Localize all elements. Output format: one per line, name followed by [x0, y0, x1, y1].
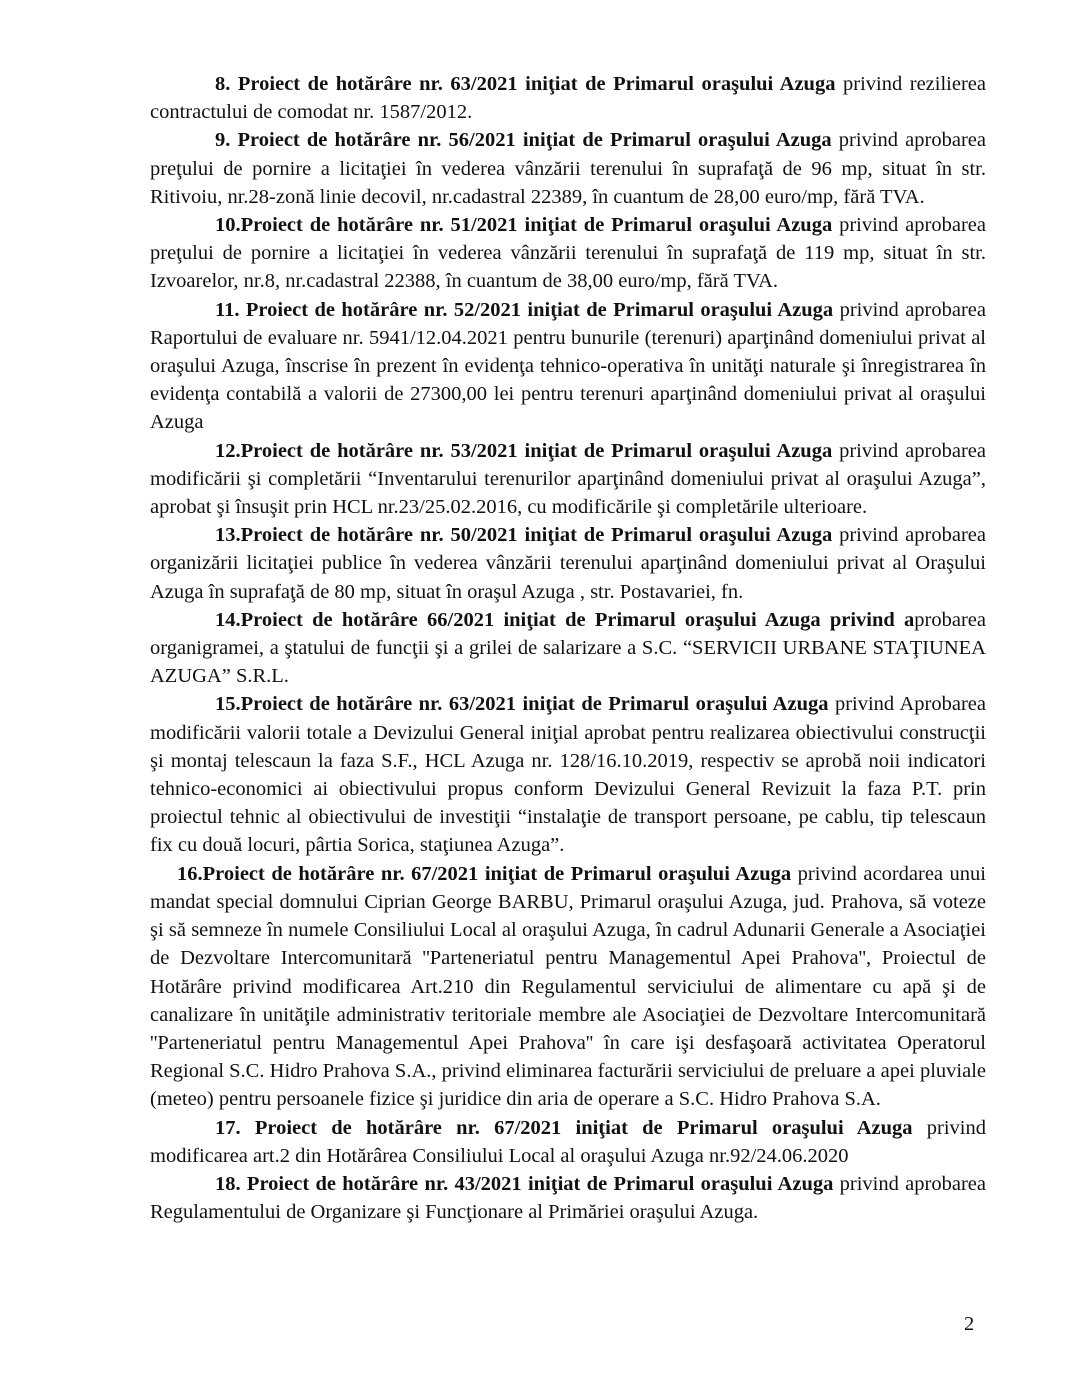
agenda-item-18: [150, 1170, 986, 1226]
agenda-item-10: [150, 211, 986, 296]
agenda-item-11: [150, 296, 986, 437]
agenda-item-11-text: privind aprobarea Raportului de evaluare nr. 5941/12.04.2021 pentru bunurile (terenuri) aparţinând domeniului privat al oraşului Azuga, înscrise în prezent în evidenţa tehnico-operativa în unităţi naturale şi înregistrarea în evidenţa contabilă a valorii de 27300,00 lei pentru terenuri aparţinând domeniului privat al oraşului Azuga: [150, 298, 986, 434]
agenda-item-9-text: privind aprobarea preţului de pornire a licitaţiei în vederea vânzării terenului în suprafaţă de 96 mp, situat în str. Ritivoiu, nr.28-zonă linie decovil, nr.cadastral 22389, în cuantum de 28,00 euro/mp, fără TVA.: [150, 129, 986, 208]
agenda-item-10-text: privind aprobarea preţului de pornire a licitaţiei în vederea vânzării terenului în suprafaţă de 119 mp, situat în str. Izvoarelor, nr.8, nr.cadastral 22388, în cuantum de 38,00 euro/mp, fără TVA.: [150, 214, 986, 293]
agenda-item-15: [150, 690, 986, 859]
agenda-item-13-text: privind aprobarea organizării licitaţiei publice în vederea vânzării terenului aparţinând domeniului privat al Oraşului Azuga în suprafaţă de 80 mp, situat în oraşul Azuga , str. Postavariei, fn.: [150, 524, 986, 603]
agenda-item-9-heading: 9. Proiect de hotărâre nr. 56/2021 iniţiat de Primarul oraşului Azuga: [215, 129, 832, 152]
agenda-item-12: [150, 437, 986, 522]
agenda-item-15-text: privind Aprobarea modificării valorii totale a Devizului General iniţial aprobat pentru realizarea obiectivului construcţii şi montaj telescaun la faza S.F., HCL Azuga nr. 128/16.10.2019, respectiv se aprobă noii indicatori tehnico-economici ai obiectivului propus conform Devizului General Revizuit la faza P.T. prin proiectul tehnic al obiectivului de investiţii “instalaţie de transport persoane, pe cablu, tip telescaun fix cu două locuri, pârtia Sorica, staţiunea Azuga”.: [150, 693, 986, 857]
agenda-item-17-heading: 17. Proiect de hotărâre nr. 67/2021 iniţiat de Primarul oraşului Azuga: [215, 1116, 913, 1139]
agenda-item-8: [150, 70, 986, 126]
agenda-item-14: [150, 606, 986, 691]
agenda-item-12-text: privind aprobarea modificării şi completării “Inventarului terenurilor aparţinând domeniului privat al oraşului Azuga”, aprobat şi însuşit prin HCL nr.23/25.02.2016, cu modificările şi completările ulterioare.: [150, 439, 986, 519]
agenda-item-9: [150, 126, 986, 211]
agenda-item-17-text: privind modificarea art.2 din Hotărârea Consiliului Local al oraşului Azuga nr.92/24.06.2020: [150, 1116, 986, 1167]
agenda-item-16-heading: 16.Proiect de hotărâre nr. 67/2021 iniţiat de Primarul oraşului Azuga: [177, 862, 792, 885]
agenda-item-16-text: privind acordarea unui mandat special domnului Ciprian George BARBU, Primarul oraşului Azuga, jud. Prahova, să voteze şi să semneze în numele Consiliului Local al oraşului Azuga, în cadrul Adunarii Generale a Asociaţiei de Dezvoltare Intercomunitară ''Parteneriatul pentru Managementul Apei Prahova'', Proiectul de Hotărâre privind modificarea Art.210 din Regulamentul serviciului de alimentare cu apă şi de canalizare în unităţile administrativ teritoriale membre ale Asociaţiei de Dezvoltare Intercomunitară ''Parteneriatul pentru Managementul Apei Prahova'' în care işi desfaşoară activitatea Operatorul Regional S.C. Hidro Prahova S.A., privind eliminarea facturării serviciului de preluare a apei pluviale (meteo) pentru persoanele fizice şi juridice din aria de operare a S.C. Hidro Prahova S.A.: [150, 862, 986, 1111]
agenda-item-12-heading: 12.Proiect de hotărâre nr. 53/2021 iniţiat de Primarul oraşului Azuga: [215, 439, 833, 462]
document-body: [150, 70, 986, 1226]
agenda-item-17: [150, 1114, 986, 1170]
agenda-item-14-text: probarea organigramei, a ştatului de funcţii şi a grilei de salarizare a S.C. “SERVICII URBANE STAŢIUNEA AZUGA” S.R.L.: [150, 608, 986, 688]
page-number: 2: [964, 1313, 975, 1335]
agenda-item-18-text: privind aprobarea Regulamentului de Organizare şi Funcţionare al Primăriei oraşului Azuga.: [150, 1172, 986, 1224]
agenda-item-10-heading: 10.Proiect de hotărâre nr. 51/2021 iniţiat de Primarul oraşului Azuga: [215, 214, 833, 237]
agenda-item-8-text: privind rezilierea contractului de comodat nr. 1587/2012.: [150, 73, 986, 124]
agenda-item-14-heading: 14.Proiect de hotărâre 66/2021 iniţiat de Primarul oraşului Azuga privind a: [215, 608, 915, 631]
agenda-item-11-heading: 11. Proiect de hotărâre nr. 52/2021 iniţiat de Primarul oraşului Azuga: [215, 298, 834, 321]
agenda-item-8-heading: 8. Proiect de hotărâre nr. 63/2021 iniţiat de Primarul oraşului Azuga: [215, 73, 836, 95]
agenda-item-16: [150, 860, 986, 1114]
agenda-item-13: [150, 521, 986, 606]
agenda-item-13-heading: 13.Proiect de hotărâre nr. 50/2021 iniţiat de Primarul oraşului Azuga: [215, 524, 833, 547]
agenda-item-15-heading: 15.Proiect de hotărâre nr. 63/2021 iniţiat de Primarul oraşului Azuga: [215, 693, 829, 716]
agenda-item-18-heading: 18. Proiect de hotărâre nr. 43/2021 iniţiat de Primarul oraşului Azuga: [215, 1172, 834, 1195]
